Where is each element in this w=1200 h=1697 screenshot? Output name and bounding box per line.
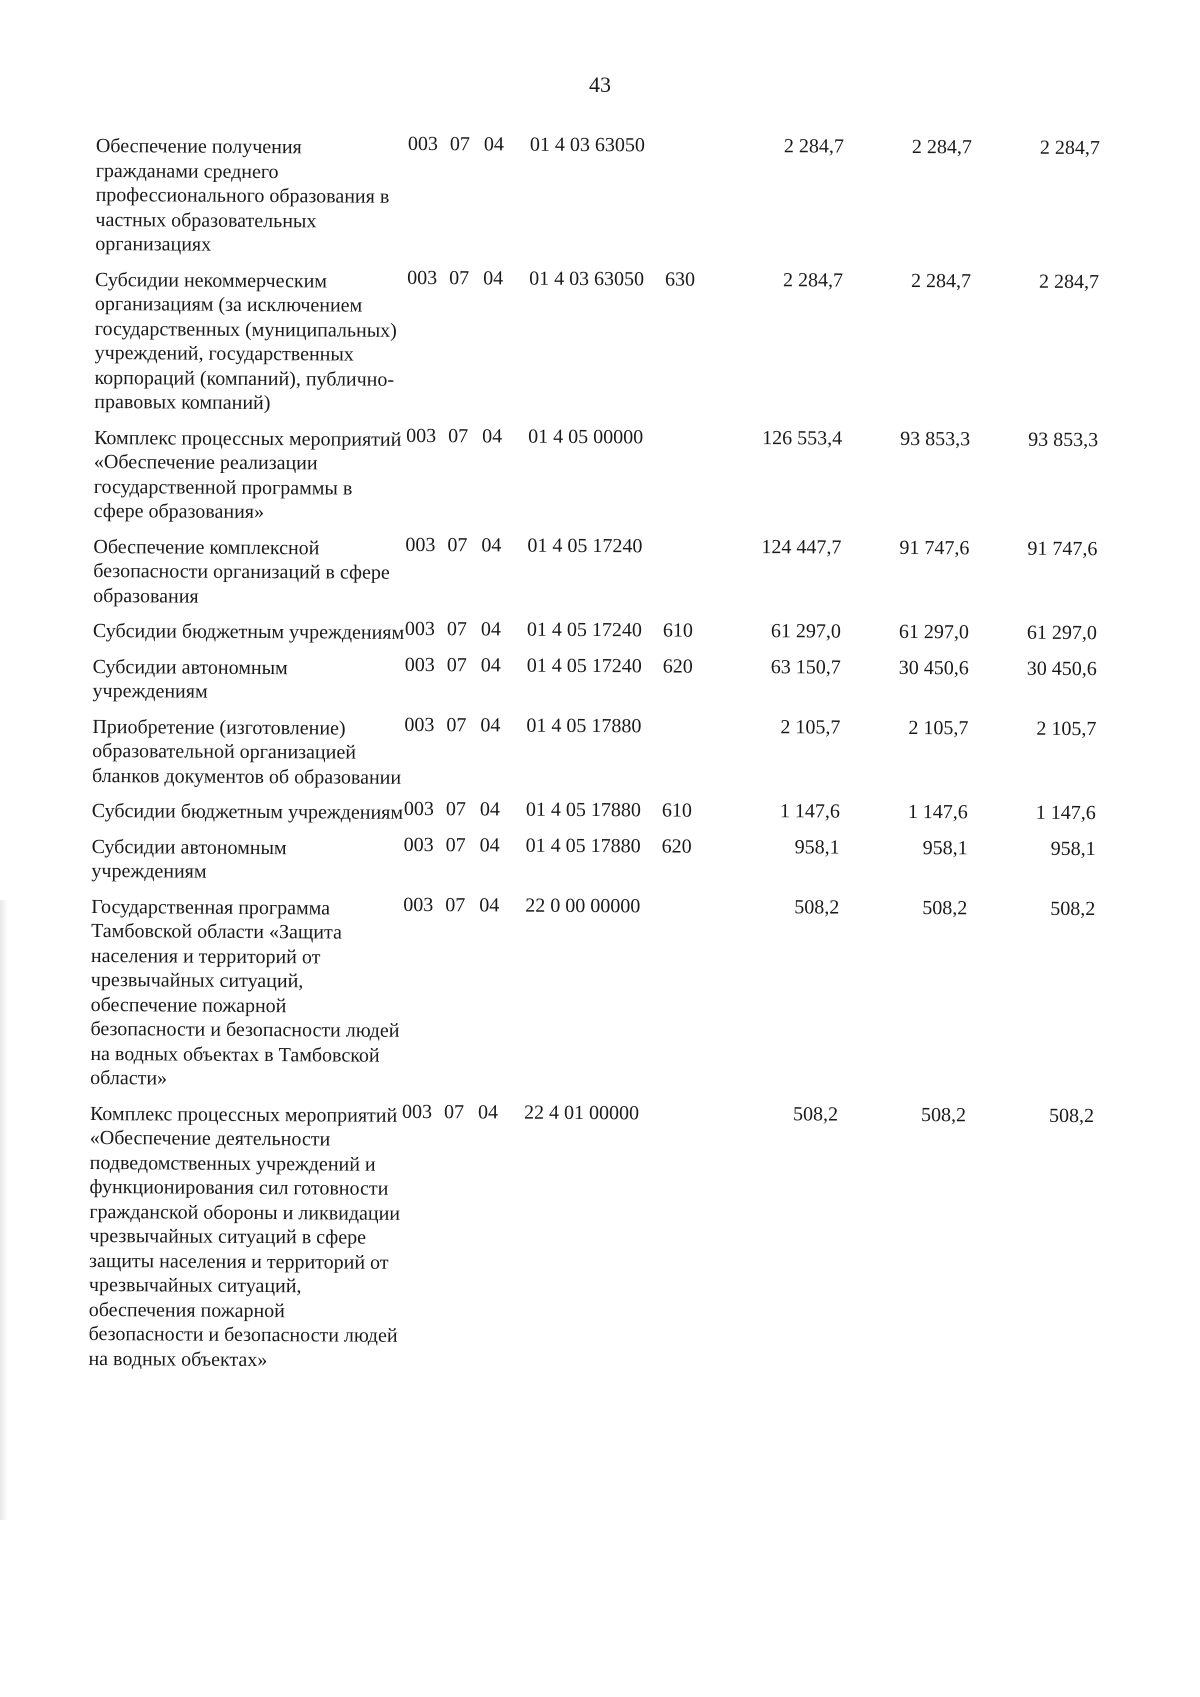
row-value-3: 1 147,6 — [1035, 801, 1096, 825]
table-row — [88, 1097, 1170, 1377]
row-section: 07 — [445, 833, 466, 856]
row-target: 01 4 03 63050 — [529, 267, 645, 290]
row-value-3: 30 450,6 — [1026, 657, 1097, 680]
row-subsection: 04 — [480, 618, 502, 641]
row-name: Комплекс процессных мероприятий «Обеспечение реализации государственной программы в сфере образования» — [93, 426, 402, 524]
row-value-3: 2 284,7 — [1039, 136, 1100, 160]
row-subsection: 04 — [480, 653, 501, 676]
row-value-1: 508,2 — [794, 895, 840, 919]
row-value-3: 2 105,7 — [1036, 717, 1097, 740]
row-value-3: 958,1 — [1050, 837, 1096, 860]
table-row — [95, 130, 1176, 263]
row-name: Субсидии автономным учреждениям — [91, 835, 287, 883]
row-expense-type: 630 — [665, 267, 696, 291]
row-target: 22 4 01 00000 — [523, 1101, 640, 1124]
row-expense-type: 610 — [661, 799, 692, 822]
row-code: 003 — [404, 713, 435, 736]
row-expense-type: 620 — [662, 654, 693, 678]
row-target: 01 4 05 00000 — [528, 425, 644, 448]
row-name: Государственная программа Тамбовской области «Защита населения и территорий от чрезвычайных ситуаций, обеспечение пожарной безопасности и безопасности людей на водных объектах в Тамбовской области» — [90, 895, 400, 1090]
row-code: 003 — [404, 617, 436, 641]
table-row — [90, 890, 1171, 1097]
table-row — [94, 263, 1175, 421]
table-row — [91, 830, 1171, 890]
table-row — [92, 795, 1172, 830]
row-subsection: 04 — [482, 424, 503, 447]
row-value-1: 1 147,6 — [779, 800, 840, 823]
row-value-2: 1 147,6 — [907, 800, 968, 824]
row-section: 07 — [449, 133, 470, 156]
table-row — [93, 530, 1173, 614]
row-value-3: 508,2 — [1050, 897, 1096, 920]
row-code: 003 — [404, 653, 435, 676]
row-subsection: 04 — [483, 266, 504, 289]
row-name: Обеспечение получения гражданами среднего профессионального образования в частных образовательных организациях — [95, 134, 390, 256]
row-code: 003 — [403, 833, 434, 856]
row-section: 07 — [446, 713, 467, 736]
row-code: 003 — [407, 132, 438, 156]
row-subsection: 04 — [479, 833, 500, 856]
row-name: Субсидии бюджетным учреждениям — [91, 799, 404, 824]
row-name: Обеспечение комплексной безопасности организаций в сфере образования — [93, 535, 390, 608]
row-section: 07 — [445, 893, 466, 916]
row-value-1: 2 105,7 — [780, 715, 841, 739]
row-value-1: 61 297,0 — [770, 620, 842, 643]
row-subsection: 04 — [479, 893, 500, 916]
row-name: Комплекс процессных мероприятий «Обеспечение деятельности подведомственных учреждений и функционирования сил готовности гражданской обороны и ликвидации чрезвычайных ситуаций в сфере защиты населения и территорий от чрезвычайных ситуаций, обеспечения пожарной безопасности и безопасности людей на водных объектах» — [88, 1102, 401, 1371]
row-value-3: 91 747,6 — [1027, 537, 1098, 560]
budget-table — [88, 130, 1176, 1385]
table-row — [92, 650, 1172, 710]
row-value-1: 63 150,7 — [770, 655, 841, 679]
row-code: 003 — [403, 797, 434, 821]
scan-edge-artifact — [0, 900, 8, 1520]
row-code: 003 — [407, 266, 438, 289]
row-value-3: 61 297,0 — [1026, 621, 1098, 645]
row-expense-type: 610 — [662, 619, 694, 642]
row-section: 07 — [448, 424, 469, 447]
row-name: Субсидии бюджетным учреждениям — [92, 619, 405, 644]
table-row — [93, 615, 1173, 650]
row-code: 003 — [401, 1100, 433, 1123]
row-target: 01 4 05 17880 — [525, 798, 641, 822]
table-row — [92, 710, 1172, 794]
row-value-1: 958,1 — [794, 835, 840, 859]
row-value-2: 2 284,7 — [911, 269, 972, 292]
row-target: 22 0 00 00000 — [525, 894, 641, 917]
row-value-1: 2 284,7 — [783, 268, 844, 292]
row-subsection: 04 — [477, 1100, 499, 1123]
row-name: Субсидии автономным учреждениям — [92, 655, 288, 703]
row-target: 01 4 05 17240 — [526, 618, 643, 642]
row-name: Приобретение (изготовление) образовательной организацией бланков документов об образовании — [91, 715, 402, 789]
row-target: 01 4 05 17240 — [526, 654, 642, 677]
row-value-2: 508,2 — [920, 1103, 967, 1126]
row-value-2: 2 105,7 — [908, 716, 969, 739]
page-number: 43 — [589, 72, 611, 97]
row-name: Субсидии некоммерческим организациям (за исключением государственных (муниципальных) учреждений, государственных корпораций (компаний), публично-правовых компаний) — [94, 268, 397, 415]
row-subsection: 04 — [479, 798, 500, 821]
row-value-1: 2 284,7 — [783, 135, 844, 158]
row-target: 01 4 05 17880 — [526, 714, 642, 737]
row-value-3: 2 284,7 — [1039, 270, 1100, 293]
row-value-2: 508,2 — [922, 896, 968, 919]
row-value-1: 508,2 — [792, 1102, 839, 1126]
row-value-2: 61 297,0 — [898, 620, 970, 644]
row-value-2: 2 284,7 — [911, 135, 972, 159]
row-subsection: 04 — [481, 533, 502, 556]
row-value-3: 93 853,3 — [1028, 428, 1099, 451]
row-code: 003 — [405, 533, 436, 556]
row-expense-type: 620 — [661, 834, 692, 858]
row-code: 003 — [406, 424, 437, 447]
row-subsection: 04 — [480, 713, 501, 736]
row-section: 07 — [447, 533, 468, 556]
row-target: 01 4 05 17880 — [525, 834, 641, 857]
row-section: 07 — [446, 653, 467, 676]
row-value-2: 30 450,6 — [898, 656, 969, 679]
row-value-2: 93 853,3 — [900, 427, 971, 450]
row-value-2: 91 747,6 — [899, 536, 970, 559]
row-code: 003 — [403, 893, 434, 916]
table-row — [94, 421, 1175, 530]
row-value-2: 958,1 — [922, 836, 968, 859]
row-value-1: 124 447,7 — [761, 535, 842, 559]
row-target: 01 4 05 17240 — [527, 534, 643, 557]
row-value-3: 508,2 — [1048, 1104, 1095, 1127]
row-subsection: 04 — [483, 133, 504, 156]
row-value-1: 126 553,4 — [762, 426, 843, 450]
row-section: 07 — [445, 798, 466, 821]
row-section: 07 — [443, 1100, 465, 1123]
row-section: 07 — [446, 618, 468, 641]
row-section: 07 — [449, 266, 470, 289]
row-target: 01 4 03 63050 — [529, 133, 645, 157]
